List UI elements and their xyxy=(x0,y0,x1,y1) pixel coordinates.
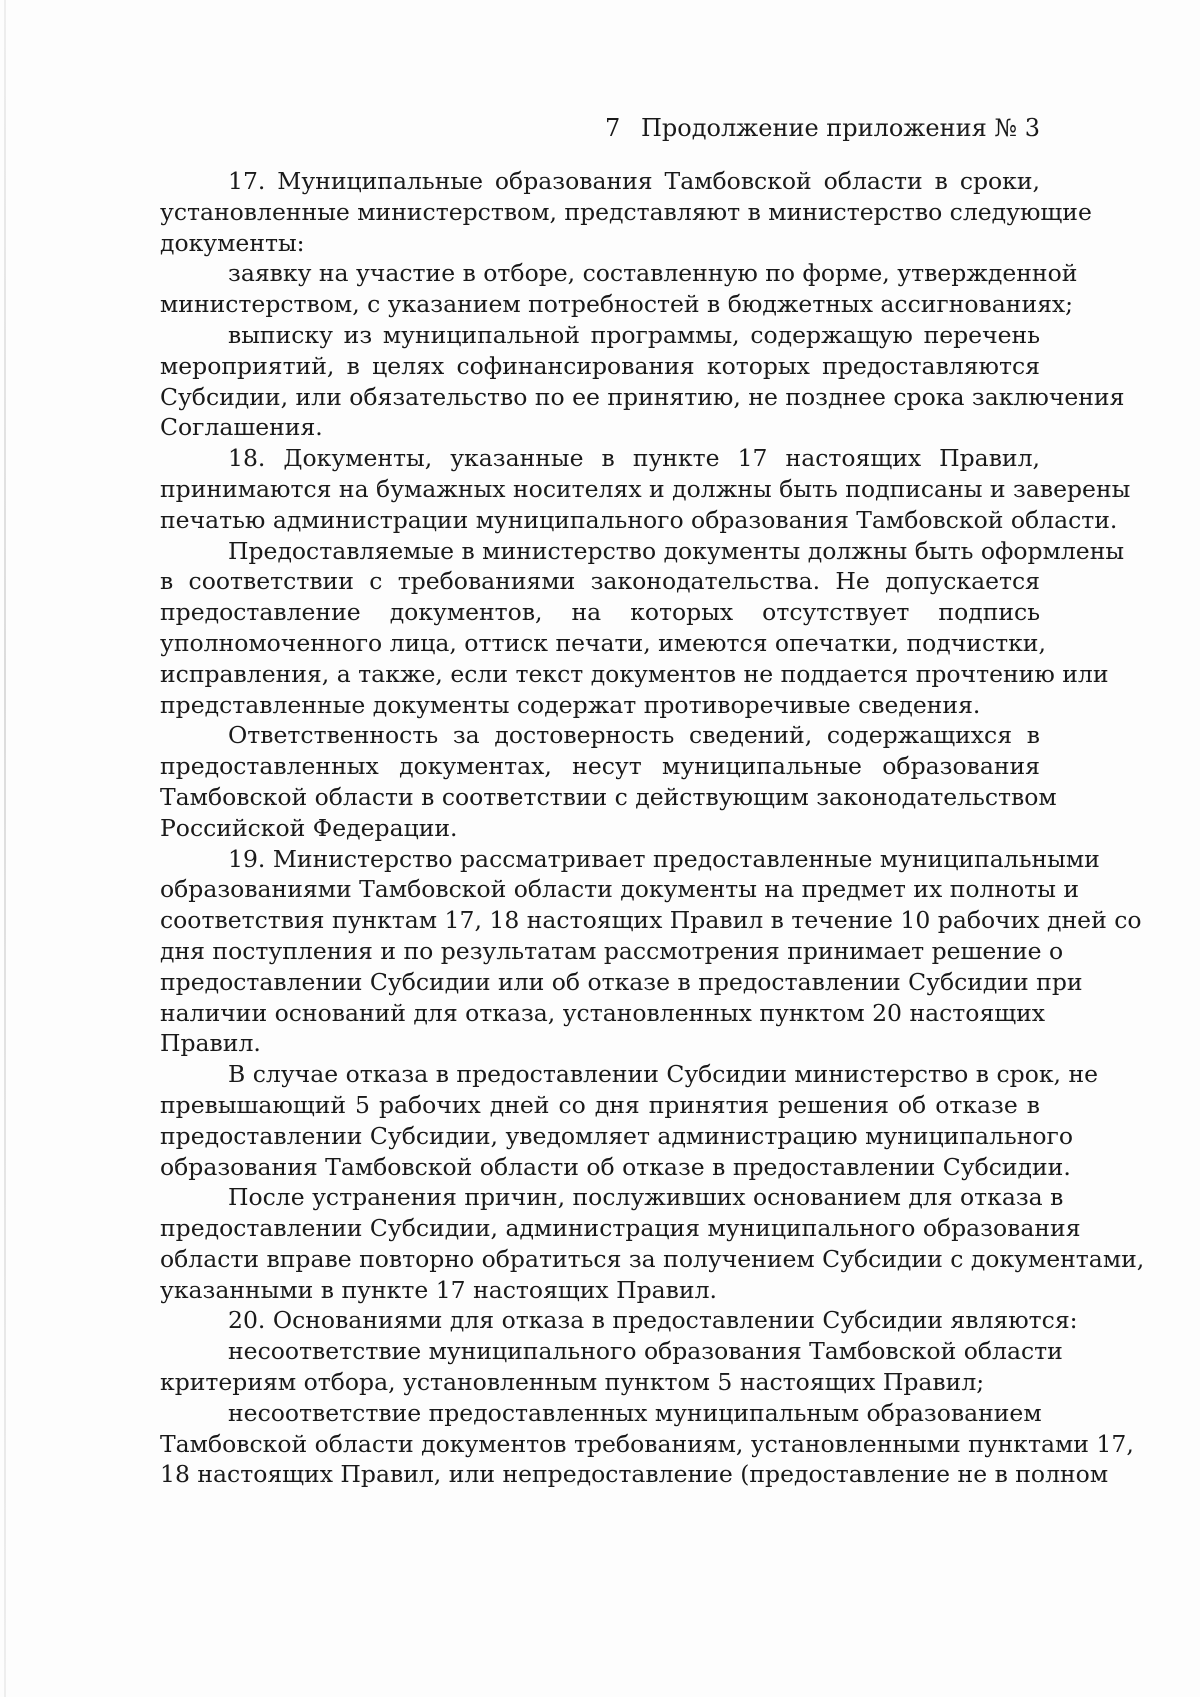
paragraph xyxy=(160,320,1125,443)
text-line: установленные министерством, представляют в министерство следующие xyxy=(160,197,1092,226)
page-header xyxy=(160,114,1040,154)
text-line: уполномоченного лица, оттиск печати, имеются опечатки, подчистки, xyxy=(160,628,1046,657)
paragraph xyxy=(160,1182,1145,1305)
text-line: указанными в пункте 17 настоящих Правил. xyxy=(160,1275,717,1304)
text-line: наличии оснований для отказа, установленных пунктом 20 настоящих xyxy=(160,998,1046,1027)
text-line: дня поступления и по результатам рассмотрения принимает решение о xyxy=(160,936,1064,965)
text-line: Тамбовской области документов требованиям, установленными пунктами 17, xyxy=(160,1429,1134,1458)
text-line: печатью администрации муниципального образования Тамбовской области. xyxy=(160,505,1118,534)
appendix-continuation-title: Продолжение приложения № 3 xyxy=(640,114,1040,142)
paragraph xyxy=(160,720,1057,843)
text-line: предоставлении Субсидии или об отказе в предоставлении Субсидии при xyxy=(160,967,1083,996)
scan-edge xyxy=(4,0,6,1697)
text-line: министерством, с указанием потребностей в бюджетных ассигнованиях; xyxy=(160,290,1074,319)
text-line: 19. Министерство рассматривает предоставленные муниципальными xyxy=(228,844,1100,873)
text-line: Правил. xyxy=(160,1029,261,1058)
paragraph xyxy=(160,1305,1078,1336)
text-line: образования Тамбовской области об отказе в предоставлении Субсидии. xyxy=(160,1152,1071,1181)
text-line: предоставление документов, на которых отсутствует подпись xyxy=(160,598,1040,627)
text-line: исправления, а также, если текст документов не поддается прочтению или xyxy=(160,659,1109,688)
text-line: заявку на участие в отборе, составленную по форме, утвержденной xyxy=(228,259,1078,288)
text-line: предоставлении Субсидии, уведомляет администрацию муниципального xyxy=(160,1121,1073,1150)
text-line: 20. Основаниями для отказа в предоставлении Субсидии являются: xyxy=(228,1306,1078,1335)
text-line: Тамбовской области в соответствии с действующим законодательством xyxy=(160,782,1057,811)
text-line: несоответствие предоставленных муниципальным образованием xyxy=(228,1398,1042,1427)
text-line: выписку из муниципальной программы, содержащую перечень xyxy=(228,320,1040,349)
text-line: предоставленных документах, несут муниципальные образования xyxy=(160,752,1040,781)
text-line: документы: xyxy=(160,228,305,257)
paragraph xyxy=(160,166,1092,258)
text-line: После устранения причин, послуживших основанием для отказа в xyxy=(228,1183,1064,1212)
paragraph xyxy=(160,443,1131,535)
text-line: 17. Муниципальные образования Тамбовской области в сроки, xyxy=(228,167,1040,195)
text-line: принимаются на бумажных носителях и должны быть подписаны и заверены xyxy=(160,474,1131,503)
text-line: в соответствии с требованиями законодательства. Не допускается xyxy=(160,567,1040,596)
text-line: соответствия пунктам 17, 18 настоящих Правил в течение 10 рабочих дней со xyxy=(160,906,1142,935)
text-line: 18 настоящих Правил, или непредоставление (предоставление не в полном xyxy=(160,1460,1109,1489)
text-line: Субсидии, или обязательство по ее принятию, не позднее срока заключения xyxy=(160,382,1125,411)
paragraph xyxy=(160,844,1142,1060)
text-line: 18. Документы, указанные в пункте 17 настоящих Правил, xyxy=(228,444,1040,473)
paragraph xyxy=(160,1398,1134,1490)
paragraph xyxy=(160,1059,1099,1182)
document-body xyxy=(160,166,1145,1490)
text-line: Ответственность за достоверность сведений, содержащихся в xyxy=(228,721,1040,750)
text-line: предоставлении Субсидии, администрация муниципального образования xyxy=(160,1214,1081,1243)
text-line: области вправе повторно обратиться за получением Субсидии с документами, xyxy=(160,1244,1145,1273)
page-number: 7 xyxy=(605,114,621,142)
text-line: образованиями Тамбовской области документы на предмет их полноты и xyxy=(160,875,1080,904)
text-line: критериям отбора, установленным пунктом 5 настоящих Правил; xyxy=(160,1368,985,1397)
text-line: Соглашения. xyxy=(160,413,323,442)
text-line: В случае отказа в предоставлении Субсидии министерство в срок, не xyxy=(228,1060,1099,1089)
text-line: Российской Федерации. xyxy=(160,813,458,842)
text-line: несоответствие муниципального образования Тамбовской области xyxy=(228,1337,1063,1366)
text-line: представленные документы содержат противоречивые сведения. xyxy=(160,690,981,719)
paragraph xyxy=(160,1336,1063,1398)
paragraph xyxy=(160,258,1078,320)
text-line: Предоставляемые в министерство документы должны быть оформлены xyxy=(228,536,1125,565)
paragraph xyxy=(160,536,1125,721)
text-line: превышающий 5 рабочих дней со дня принятия решения об отказе в xyxy=(160,1090,1040,1119)
text-line: мероприятий, в целях софинансирования которых предоставляются xyxy=(160,351,1040,380)
